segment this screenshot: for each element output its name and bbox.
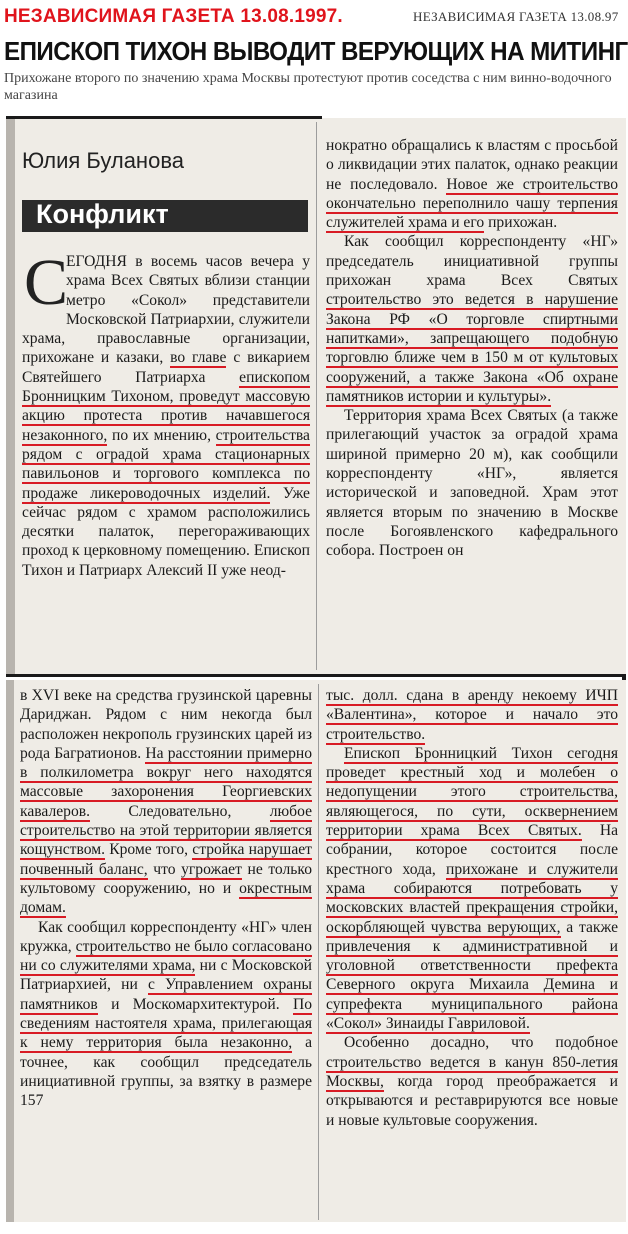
underlined-run: епископом Бронницким Тихоном, проведут массовую акцию протеста против начавшегося незаконного, <box>22 368 310 444</box>
paragraph <box>20 918 312 1111</box>
text-run: Кроме того, <box>109 841 189 859</box>
text-run: На собрании, которое состоится после крестного хода, <box>326 822 618 878</box>
author-name: Юлия Буланова <box>22 148 184 173</box>
underlined-run: тыс. долл. сдана в аренду некоему ИЧП «Валентина», которое и начало это строительство. <box>326 687 618 743</box>
drop-cap-space <box>22 252 66 310</box>
masthead: НЕЗАВИСИМАЯ ГАЗЕТА 13.08.97 <box>413 9 619 24</box>
headline: ЕПИСКОП ТИХОН ВЫВОДИТ ВЕРУЮЩИХ НА МИТИНГ <box>4 36 628 66</box>
column-divider-lower <box>318 684 319 1220</box>
column-3 <box>20 686 312 1111</box>
text-run: в XVI веке на средства грузинской царевны Дариджан. Рядом с ним некогда был расположен некрополь грузинских царей из рода Багратионов. <box>20 687 312 762</box>
text-run: Следовательно, <box>128 802 232 820</box>
underlined-run: Епископ Бронницкий Тихон сегодня проведет крестный ход и молебен о недопущении этого строительства, являющегося, по сути, осквернением территории храма Всех Святых. <box>326 744 618 840</box>
paragraph <box>22 246 310 580</box>
text-run: а также <box>566 918 618 936</box>
text-run: и Москомархитектурой. <box>111 995 280 1013</box>
paragraph <box>326 686 618 744</box>
clipping-separator <box>6 674 626 677</box>
text-run: Территория храма Всех Святых (а также прилегающий участок за оградой храма шириной примерно 20 м), как сообщили корреспонденту «НГ», является исторической и заповедной. Храм этот является вторым по значению в Москве после Богоявленского кафедрального собора. Построен он <box>326 407 618 560</box>
text-run: ни с Московской Патриархией, ни <box>20 957 312 994</box>
underlined-run: По сведениям настоятеля храма, прилегающая к нему территория была незаконно, <box>20 995 312 1052</box>
underlined-run: Новое же строительство окончательно переполнило чашу терпения служителей храма и его <box>326 175 618 232</box>
left-shadow <box>6 118 15 674</box>
underlined-run: строительство не было согласовано ни со служителями храма, <box>20 937 312 975</box>
underlined-run: На расстоянии примерно в полкилометра вокруг него находятся массовые захоронения Георгиевских кавалеров. <box>20 744 313 820</box>
text-run: что <box>153 860 176 878</box>
rubric-label: Конфликт <box>36 199 169 229</box>
paragraph <box>20 686 312 918</box>
text-run: нократно обращались к властям с просьбой о ликвидации этих палаток, однако реакции не последовало. <box>326 137 618 193</box>
underlined-run: угрожает <box>181 860 242 878</box>
text-run: с викарием Святейшего Патриарха <box>22 349 310 386</box>
text-run: Особенно досадно, что подобное <box>344 1034 618 1052</box>
text-run: а точнее, как сообщил председатель инициативной группы, за взятку в размере 157 <box>20 1034 312 1110</box>
paragraph <box>326 1033 618 1129</box>
top-rule <box>6 116 322 119</box>
column-divider-upper <box>316 122 317 670</box>
drop-cap: С <box>24 246 69 319</box>
underlined-run: прихожане и служители храма собираются потребовать у московских властей прекращения стройки, оскорбляющей чувства верующих, <box>326 860 618 936</box>
column-2 <box>326 136 618 561</box>
underlined-run: окрестным домам. <box>20 879 313 917</box>
text-run: Как сообщил корреспонденту «НГ» председатель инициативной группы прихожан храма Всех Святых <box>326 233 618 290</box>
text-run: Уже сейчас рядом с храмом расположились десятки палаток, перегораживающих проход к церковному помещению. Епископ Тихон и Патриарх Алексий II уже неод- <box>22 484 310 579</box>
paragraph <box>326 136 618 232</box>
paragraph <box>326 406 618 560</box>
text-run: по их мнению, <box>111 426 211 444</box>
subhead: Прихожане второго по значению храма Москвы протестуют против соседства с ним винно-водочного магазина <box>4 71 612 103</box>
left-shadow-lower <box>6 680 14 1222</box>
underlined-run: строительство это ведется в нарушение Закона РФ «О торговле спиртными напитками», запрещающего подобную торговлю ближе чем в 150 м от культовых сооружений, а также Закона «Об охране памятников истории и культуры». <box>326 291 618 405</box>
text-run: Как сообщил корреспонденту «НГ» член кружка, <box>20 918 312 955</box>
text-run: прихожан. <box>488 214 558 232</box>
text-run: когда город преображается и открываются и реставрируются все новые и новые культовые сооружения. <box>326 1072 618 1129</box>
underlined-run: любое строительство на этой территории является кощунством. <box>20 802 312 859</box>
paragraph <box>326 744 618 1033</box>
underlined-run: строительства рядом с оградой храма стационарных павильонов и торгового комплекса по продаже ликероводочных изделий. <box>22 426 310 502</box>
paragraph <box>326 232 618 406</box>
column-1 <box>22 246 310 580</box>
column-4 <box>326 686 618 1130</box>
underlined-run: привлечения к административной и уголовной ответственности префекта Северного округа Михаила Демина и супрефекта муниципального района «Сокол» Зинаиды Гавриловой. <box>326 937 618 1033</box>
red-date-label: НЕЗАВИСИМАЯ ГАЗЕТА 13.08.1997. <box>4 6 343 27</box>
text-run: не только культовому сооружению, но и <box>20 860 312 897</box>
underlined-run: с Управлением охраны памятников <box>20 976 312 1013</box>
underlined-run: строительство ведется в канун 850-летия Москвы, <box>326 1053 618 1090</box>
underlined-run: стройка нарушает почвенный баланс, <box>20 841 312 878</box>
text-run: ЕГОДНЯ в восемь часов вечера у храма Всех Святых вблизи станции метро «Сокол» представители Московской Патриархии, служители храма, православные организации, прихожане и казаки, <box>22 253 310 367</box>
underlined-run: во главе <box>170 349 227 367</box>
